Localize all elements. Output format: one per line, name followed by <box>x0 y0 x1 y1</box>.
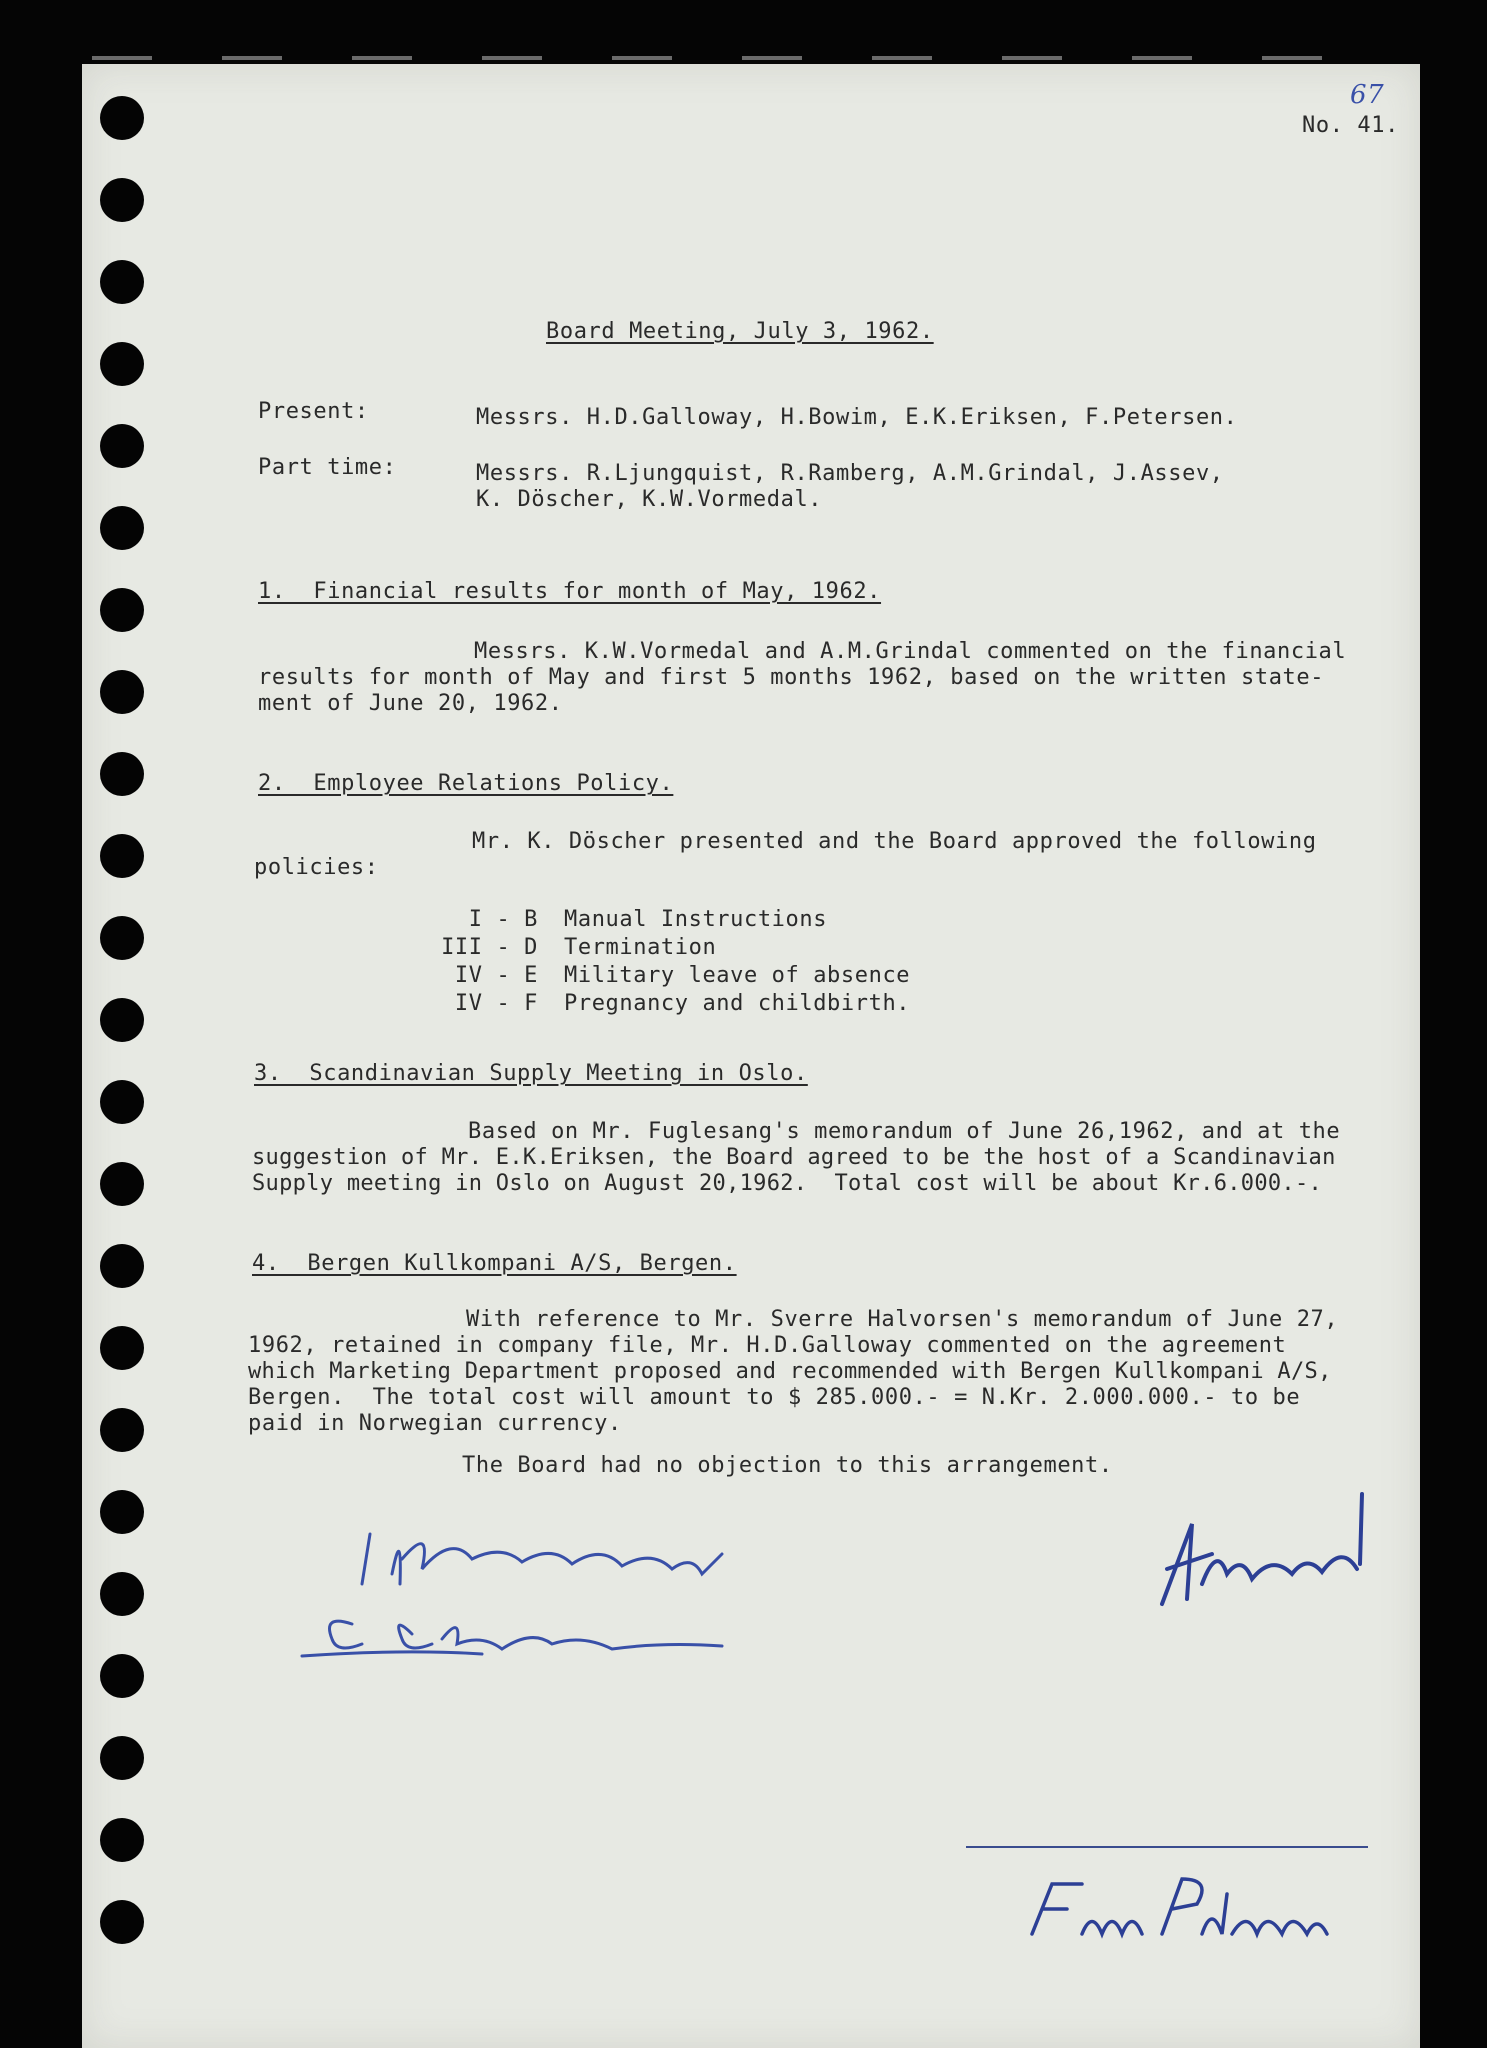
item-text-line: ment of June 20, 1962. <box>258 691 563 716</box>
policy-title: Pregnancy and childbirth. <box>564 991 911 1016</box>
item-text-line: Bergen. The total cost will amount to $ 285.000.- = N.Kr. 2.000.000.- to be <box>248 1385 1301 1410</box>
punch-hole <box>100 1408 144 1452</box>
item-text-line: With reference to Mr. Sverre Halvorsen's memorandum of June 27, <box>466 1307 1339 1332</box>
item-heading: 2. Employee Relations Policy. <box>258 771 674 796</box>
signature-galloway <box>342 1514 762 1604</box>
punch-hole <box>100 424 144 468</box>
punch-hole <box>100 1572 144 1616</box>
part-time-names-line1: Messrs. R.Ljungquist, R.Ramberg, A.M.Grindal, J.Assev, <box>476 461 1224 486</box>
item-text-line: results for month of May and first 5 months 1962, based on the written state- <box>258 665 1325 690</box>
punch-hole <box>100 506 144 550</box>
policy-code: III - D <box>441 935 538 960</box>
signature-bowim <box>1132 1484 1382 1614</box>
present-label: Present: <box>258 399 369 424</box>
part-time-names-line2: K. Döscher, K.W.Vormedal. <box>476 487 823 512</box>
signature-line <box>966 1846 1368 1848</box>
punch-hole <box>100 1080 144 1124</box>
punch-hole <box>100 670 144 714</box>
item-text-line: Mr. K. Döscher presented and the Board approved the following <box>472 829 1317 854</box>
page-number: No. 41. <box>1302 113 1399 138</box>
punch-hole <box>100 752 144 796</box>
item-text-line: paid in Norwegian currency. <box>248 1411 622 1436</box>
item-text-line: policies: <box>254 855 379 880</box>
punch-hole <box>100 916 144 960</box>
item-text-line: which Marketing Department proposed and recommended with Bergen Kullkompani A/S, <box>248 1359 1332 1384</box>
part-time-label: Part time: <box>258 455 397 480</box>
policy-title: Manual Instructions <box>564 907 828 932</box>
punch-hole <box>100 998 144 1042</box>
item-closing: The Board had no objection to this arrangement. <box>462 1453 1113 1478</box>
punch-hole <box>100 834 144 878</box>
punch-hole <box>100 1654 144 1698</box>
punch-hole <box>100 260 144 304</box>
policy-code: I - B <box>468 907 538 932</box>
punch-hole <box>100 96 144 140</box>
punch-hole <box>100 1244 144 1288</box>
policy-title: Military leave of absence <box>564 963 911 988</box>
punch-hole <box>100 178 144 222</box>
present-names: Messrs. H.D.Galloway, H.Bowim, E.K.Eriksen, F.Petersen. <box>476 405 1238 430</box>
signature-eriksen <box>282 1594 742 1674</box>
punch-hole <box>100 1818 144 1862</box>
punch-hole <box>100 1326 144 1370</box>
punch-hole <box>100 588 144 632</box>
punch-hole <box>100 1490 144 1534</box>
policy-title: Termination <box>564 935 717 960</box>
handwritten-page-number: 67 <box>1350 80 1385 110</box>
page-title: Board Meeting, July 3, 1962. <box>546 319 934 344</box>
document-page <box>82 64 1420 2048</box>
item-heading: 3. Scandinavian Supply Meeting in Oslo. <box>254 1061 808 1086</box>
item-text-line: suggestion of Mr. E.K.Eriksen, the Board agreed to be the host of a Scandinavian <box>252 1145 1336 1170</box>
policy-code: IV - F <box>454 991 538 1016</box>
punch-hole <box>100 1162 144 1206</box>
punch-hole <box>100 1736 144 1780</box>
punch-hole <box>100 342 144 386</box>
signature-petersen <box>1012 1864 1342 1954</box>
punch-hole <box>100 1900 144 1944</box>
item-text-line: Based on Mr. Fuglesang's memorandum of June 26,1962, and at the <box>468 1119 1341 1144</box>
item-text-line: 1962, retained in company file, Mr. H.D.Galloway commented on the agreement <box>248 1333 1287 1358</box>
item-heading: 1. Financial results for month of May, 1962. <box>258 579 882 604</box>
item-heading: 4. Bergen Kullkompani A/S, Bergen. <box>252 1251 737 1276</box>
item-text-line: Messrs. K.W.Vormedal and A.M.Grindal commented on the financial <box>474 639 1347 664</box>
item-text-line: Supply meeting in Oslo on August 20,1962. Total cost will be about Kr.6.000.-. <box>252 1171 1323 1196</box>
policy-code: IV - E <box>454 963 538 988</box>
